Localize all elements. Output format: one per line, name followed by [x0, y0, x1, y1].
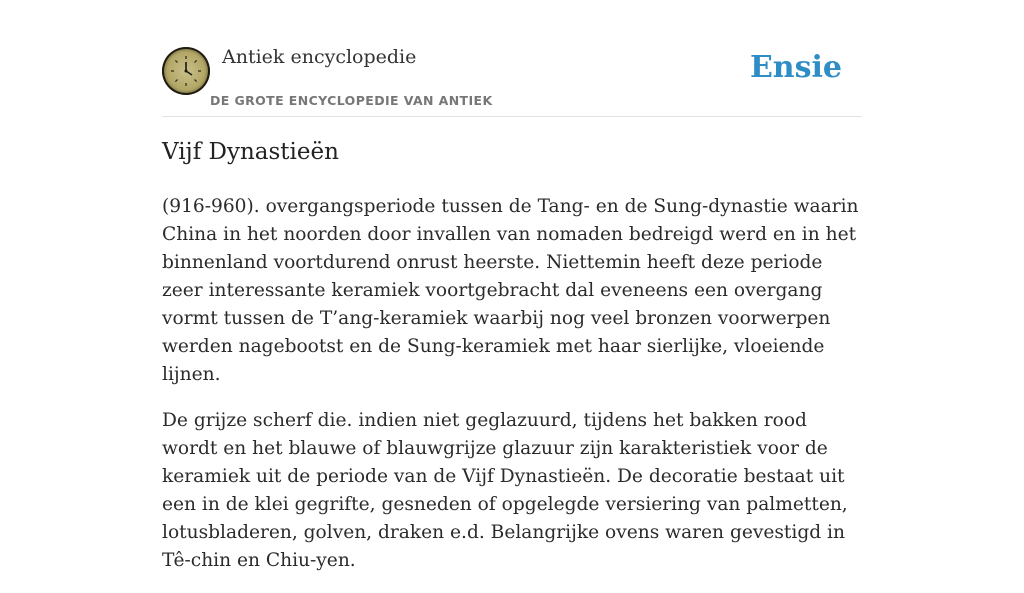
site-subtitle: DE GROTE ENCYCLOPEDIE VAN ANTIEK: [210, 93, 493, 108]
article-body: [162, 193, 866, 593]
page-title: Vijf Dynastieën: [162, 139, 339, 165]
article-paragraph: (916-960). overgangsperiode tussen de Tang- en de Sung-dynastie waarin China in het noorden door invallen van nomaden bedreigd werd en in het binnenland voortdurend onrust heerste. Niettemin heeft deze periode zeer interessante keramiek voortgebracht dal eveneens een overgang vormt tussen de T’ang-keramiek waarbij nog veel bronzen voorwerpen werden nagebootst en de Sung-keramiek met haar sierlijke, vloeiende lijnen.: [162, 196, 859, 385]
site-title[interactable]: Antiek encyclopedie: [222, 46, 417, 68]
article-paragraph: De grijze scherf die. indien niet geglazuurd, tijdens het bakken rood wordt en het blauwe of blauwgrijze glazuur zijn karakteristiek voor de keramiek uit de periode van de Vijf Dynastieën. De decoratie bestaat uit een in de klei gegrifte, gesneden of opgelegde versiering van palmetten, lotusbladeren, golven, draken e.d. Belangrijke ovens waren gevestigd in Tê-chin en Chiu-yen.: [162, 410, 848, 571]
clock-icon[interactable]: [162, 47, 210, 95]
site-header: [162, 0, 862, 117]
brand-logo-link[interactable]: Ensie: [749, 50, 842, 85]
